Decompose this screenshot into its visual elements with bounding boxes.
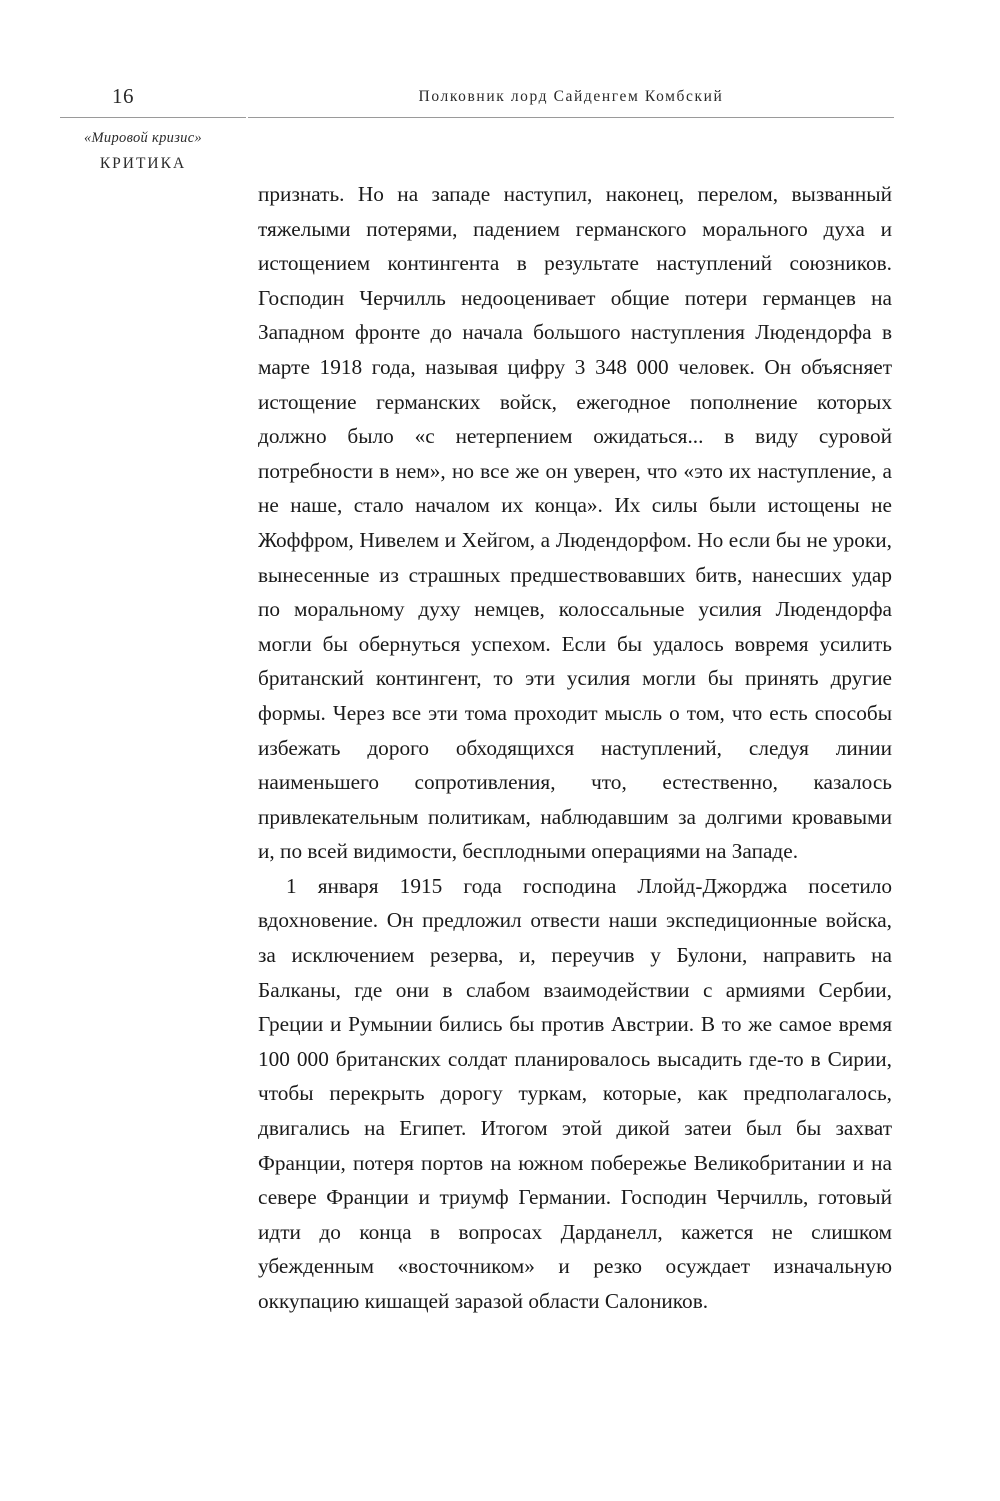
running-head: Полковник лорд Сайденгем Комбский bbox=[418, 88, 724, 105]
body-text bbox=[258, 177, 892, 1319]
sidebar-label bbox=[40, 128, 246, 176]
body-paragraph: 1 января 1915 года господина Ллойд-Джорджа посетило вдохновение. Он предложил отвести наши экспедиционные войска, за исключением резерва, и, переучив у Булони, направить на Балканы, где они в слабом взаимодействии с армиями Сербии, Греции и Румынии бились бы против Австрии. В то же самое время 100 000 британских солдат планировалось высадить где-то в Сирии, чтобы перекрыть дорогу туркам, которые, как предполагалось, двигались на Египет. Итогом этой дикой затеи был бы захват Франции, потеря портов на южном побережье Великобритании и на севере Франции и триумф Германии. Господин Черчилль, готовый идти до конца в вопросах Дарданелл, кажется не слишком убежденным «восточником» и резко осуждает изначальную оккупацию кишащей заразой области Салоников. bbox=[258, 873, 892, 1313]
page-number: 16 bbox=[112, 84, 134, 108]
body-paragraph: признать. Но на западе наступил, наконец, перелом, вызванный тяжелыми потерями, падением германского морального духа и истощением контингента в результате наступлений союзников. Господин Черчилль недооценивает общие потери германцев на Западном фронте до начала большого наступления Людендорфа в марте 1918 года, называя цифру 3 348 000 человек. Он объясняет истощение германских войск, ежегодное пополнение которых должно было «с нетерпением ожидаться... в виду суровой потребности в нем», но все же он уверен, что «это их наступление, а не наше, стало началом их конца». Их силы были истощены не Жоффром, Нивелем и Хейгом, а Людендорфом. Но если бы не уроки, вынесенные из страшных предшествовавших битв, нанесших удар по моральному духу немцев, колоссальные усилия Людендорфа могли бы обернуться успехом. Если бы удалось вовремя усилить британский контингент, то эти усилия могли бы принять другие формы. Через все эти тома проходит мысль о том, что есть способы избежать дорого обходящихся наступлений, следуя линии наименьшего сопротивления, что, естественно, казалось привлекательным политикам, наблюдавшим за долгими кровавыми и, по всей видимости, бесплодными операциями на Западе. bbox=[258, 182, 892, 864]
sidebar-section-title: КРИТИКА bbox=[99, 155, 187, 172]
header-rule-right bbox=[248, 117, 894, 118]
sidebar-series-title: «Мировой кризис» bbox=[84, 130, 202, 146]
header-rule-left bbox=[60, 117, 246, 118]
